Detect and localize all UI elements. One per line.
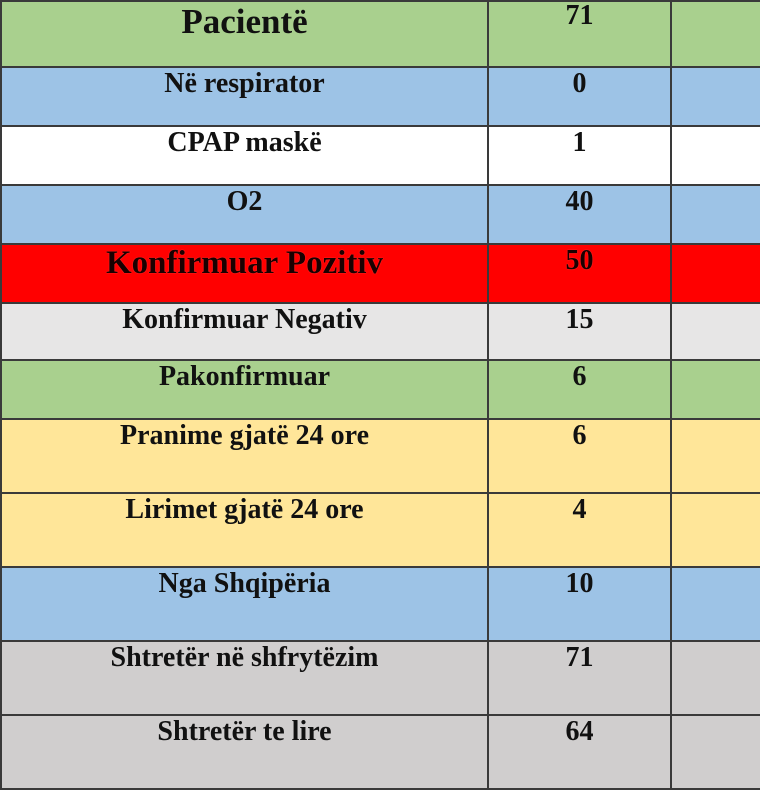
table-row-from-albania bbox=[1, 567, 760, 641]
row-value-respirator: 0 bbox=[572, 68, 587, 99]
row-value-patients: 71 bbox=[565, 1, 594, 31]
row-label-unconfirmed: Pakonfirmuar bbox=[158, 361, 331, 392]
row-empty-cell bbox=[671, 185, 760, 244]
row-label-patients: Pacientë bbox=[181, 2, 308, 41]
table-row-confirmed-positive bbox=[1, 244, 760, 303]
row-label-cell bbox=[1, 567, 488, 641]
row-value-cell bbox=[488, 303, 671, 360]
row-value-cell bbox=[488, 244, 671, 303]
row-label-discharges: Lirimet gjatë 24 ore bbox=[125, 494, 364, 525]
row-empty-cell bbox=[671, 303, 760, 360]
row-label-confirmed-positive: Konfirmuar Pozitiv bbox=[105, 245, 384, 281]
row-label-o2: O2 bbox=[226, 186, 263, 217]
row-empty-cell bbox=[671, 715, 760, 789]
row-value-cell bbox=[488, 567, 671, 641]
row-empty-cell bbox=[671, 419, 760, 493]
row-value-cpap: 1 bbox=[572, 127, 587, 158]
row-value-cell bbox=[488, 67, 671, 126]
row-value-free-beds: 64 bbox=[565, 716, 594, 747]
row-label-beds-in-use: Shtretër në shfrytëzim bbox=[110, 642, 379, 673]
row-value-cell bbox=[488, 1, 671, 67]
table-row-confirmed-negative bbox=[1, 303, 760, 360]
row-value-discharges: 4 bbox=[572, 494, 587, 525]
row-value-cell bbox=[488, 715, 671, 789]
table-row-free-beds bbox=[1, 715, 760, 789]
row-label-confirmed-negative: Konfirmuar Negativ bbox=[122, 304, 367, 335]
row-label-admissions: Pranime gjatë 24 ore bbox=[119, 420, 370, 451]
table-row-patients bbox=[1, 1, 760, 67]
table-row-discharges bbox=[1, 493, 760, 567]
row-value-unconfirmed: 6 bbox=[572, 361, 587, 392]
row-label-respirator: Në respirator bbox=[164, 68, 325, 99]
row-value-cell bbox=[488, 641, 671, 715]
row-value-confirmed-positive: 50 bbox=[565, 245, 594, 276]
row-label-free-beds: Shtretër te lire bbox=[157, 716, 332, 747]
row-empty-cell bbox=[671, 641, 760, 715]
row-value-cell bbox=[488, 360, 671, 419]
row-label-cell bbox=[1, 493, 488, 567]
row-label-cell bbox=[1, 641, 488, 715]
row-value-admissions: 6 bbox=[572, 420, 587, 451]
table-row-admissions bbox=[1, 419, 760, 493]
row-empty-cell bbox=[671, 493, 760, 567]
row-label-cell bbox=[1, 360, 488, 419]
row-label-cell bbox=[1, 67, 488, 126]
row-empty-cell bbox=[671, 67, 760, 126]
row-empty-cell bbox=[671, 244, 760, 303]
row-empty-cell bbox=[671, 567, 760, 641]
table-row-cpap bbox=[1, 126, 760, 185]
row-value-cell bbox=[488, 185, 671, 244]
table-row-beds-in-use bbox=[1, 641, 760, 715]
row-label-cpap: CPAP maskë bbox=[167, 127, 322, 158]
row-empty-cell bbox=[671, 1, 760, 67]
row-label-from-albania: Nga Shqipëria bbox=[158, 568, 331, 599]
row-label-cell bbox=[1, 1, 488, 67]
row-value-o2: 40 bbox=[565, 186, 594, 217]
row-label-cell bbox=[1, 715, 488, 789]
row-label-cell bbox=[1, 303, 488, 360]
table-row-unconfirmed bbox=[1, 360, 760, 419]
row-value-cell bbox=[488, 419, 671, 493]
row-value-cell bbox=[488, 126, 671, 185]
row-label-cell bbox=[1, 126, 488, 185]
row-value-beds-in-use: 71 bbox=[565, 642, 594, 673]
table-row-o2 bbox=[1, 185, 760, 244]
row-empty-cell bbox=[671, 360, 760, 419]
row-label-cell bbox=[1, 244, 488, 303]
row-value-from-albania: 10 bbox=[565, 568, 594, 599]
row-value-cell bbox=[488, 493, 671, 567]
row-value-confirmed-negative: 15 bbox=[565, 304, 594, 335]
table-row-respirator bbox=[1, 67, 760, 126]
row-label-cell bbox=[1, 185, 488, 244]
row-empty-cell bbox=[671, 126, 760, 185]
row-label-cell bbox=[1, 419, 488, 493]
